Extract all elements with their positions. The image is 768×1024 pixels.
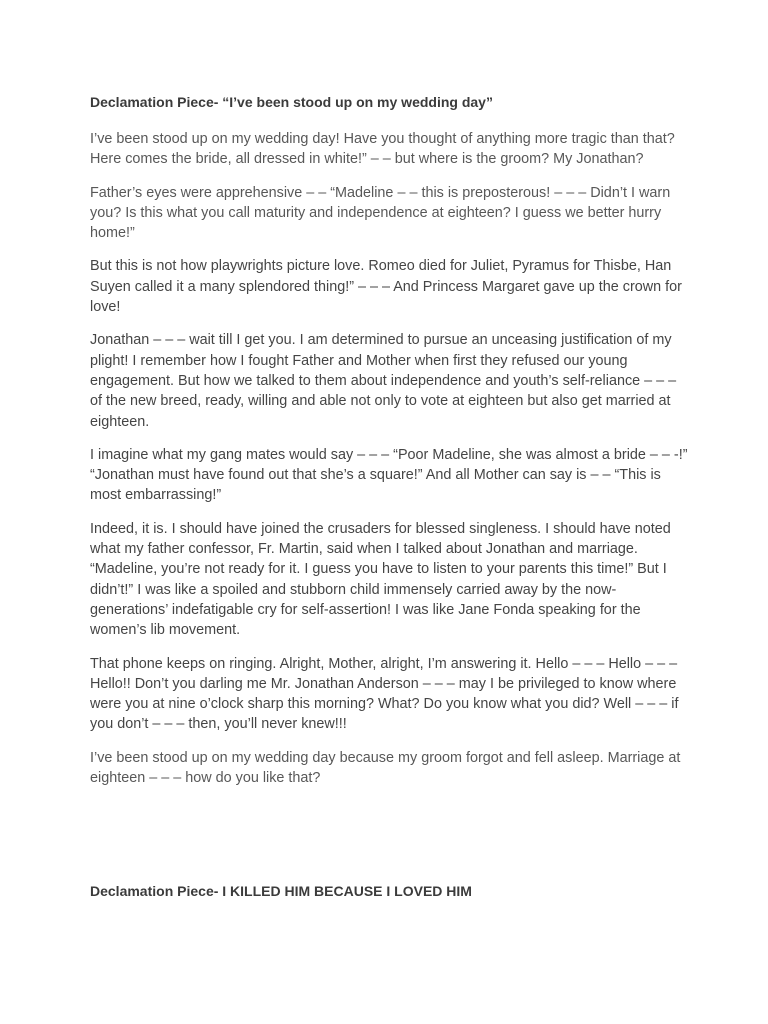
paragraph-3: But this is not how playwrights picture love. Romeo died for Juliet, Pyramus for Thisbe, Han Suyen called it a many splendored thing!” – – – And Princess Margaret gave up the crown for love! xyxy=(90,258,682,316)
paragraph-1: I’ve been stood up on my wedding day! Have you thought of anything more tragic than that? Here comes the bride, all dressed in white!” – – but where is the groom? My Jonathan? xyxy=(90,131,675,168)
paragraph-7: That phone keeps on ringing. Alright, Mother, alright, I’m answering it. Hello – – – Hello – – – Hello!! Don’t you darling me Mr. Jonathan Anderson – – – may I be privileged to know where were you at nine o’clock sharp this morning? What? Do you know what you did? Well – – – if you don’t – – – then, you’ll never knew!!! xyxy=(90,655,679,733)
paragraph-5: I imagine what my gang mates would say – – – “Poor Madeline, she was almost a bride – – -!” “Jonathan must have found out that she’s a square!” And all Mother can say is – – “This is most embarrassing!” xyxy=(90,446,688,504)
paragraph-4: Jonathan – – – wait till I get you. I am determined to pursue an unceasing justification of my plight! I remember how I fought Father and Mother when first they refused our young engagement. But how we talked to them about independence and youth’s self-reliance – – – of the new breed, ready, willing and able not only to vote at eighteen but also get married at eighteen. xyxy=(90,332,677,430)
document-title: Declamation Piece- “I’ve been stood up on my wedding day” xyxy=(90,94,493,110)
second-document-title: Declamation Piece- I KILLED HIM BECAUSE I LOVED HIM xyxy=(90,883,472,899)
paragraph-6: Indeed, it is. I should have joined the crusaders for blessed singleness. I should have noted what my father confessor, Fr. Martin, said when I talked about Jonathan and marriage. “Madeline, you’re not ready for it. I guess you have to listen to your parents this time!” But I didn’t!” I was like a spoiled and stubborn child immensely carried away by the now-generations’ indefatigable cry for self-assertion! I was like Jane Fonda speaking for the women’s lib movement. xyxy=(90,520,671,639)
document-body xyxy=(90,93,690,801)
paragraph-2: Father’s eyes were apprehensive – – “Madeline – – this is preposterous! – – – Didn’t I warn you? Is this what you call maturity and independence at eighteen? I guess we better hurry home!” xyxy=(90,184,671,242)
paragraph-8: I’ve been stood up on my wedding day because my groom forgot and fell asleep. Marriage at eighteen – – – how do you like that? xyxy=(90,749,681,787)
